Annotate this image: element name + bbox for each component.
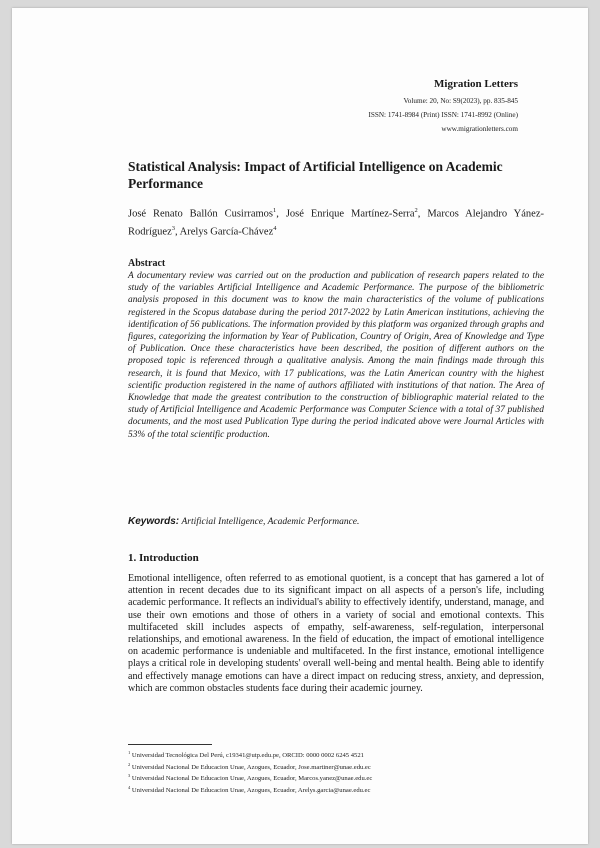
keywords-value: Artificial Intelligence, Academic Performance. bbox=[181, 517, 360, 527]
footnote-text: Universidad Nacional De Educacion Unae, Azogues, Ecuador, Jose.martiner@unae.edu.ec bbox=[131, 763, 371, 771]
journal-website: www.migrationletters.com bbox=[441, 125, 518, 133]
author-affiliation-mark: 4 bbox=[273, 224, 277, 232]
author-list: José Renato Ballón Cusirramos$^1$, José Enrique Martínez-Serra$^2$, Marcos Alejandro Yánez-Rodríguez$^3$, Arelys García-Chávez$^4$ bbox=[128, 207, 544, 237]
footnote-text: Universidad Nacional De Educacion Unae, Azogues, Ecuador, Marcos.yanez@unae.edu.ec bbox=[131, 775, 373, 783]
footnote-mark: 1 bbox=[128, 750, 131, 755]
volume-info: Volume: 20, No: S9(2023), pp. 835-845 bbox=[403, 97, 518, 105]
footnote bbox=[128, 772, 548, 784]
issn-info: ISSN: 1741-8984 (Print) ISSN: 1741-8992 (Online) bbox=[368, 111, 518, 119]
footnotes bbox=[128, 749, 548, 795]
author-name: José Renato Ballón Cusirramos bbox=[128, 208, 274, 220]
footnote bbox=[128, 749, 548, 761]
footnote-text: Universidad Nacional De Educacion Unae, Azogues, Ecuador, Arelys.garcia@unae.edu.ec bbox=[131, 786, 371, 794]
author-affiliation-mark: 1 bbox=[273, 207, 277, 214]
footnote bbox=[128, 784, 548, 796]
paper-title: Statistical Analysis: Impact of Artificial Intelligence on Academic Performance bbox=[128, 159, 503, 191]
journal-name: Migration Letters bbox=[434, 78, 518, 90]
footnote-mark: 3 bbox=[128, 773, 131, 779]
author-name: José Enrique Martínez-Serra bbox=[285, 208, 415, 220]
abstract-heading: Abstract bbox=[128, 258, 166, 269]
author-affiliation-mark: 2 bbox=[414, 207, 418, 214]
author-affiliation-mark: 3 bbox=[171, 224, 175, 232]
keywords-label: Keywords: bbox=[128, 516, 180, 527]
author-name: Marcos Alejandro Yánez-Rodríguez bbox=[128, 208, 544, 237]
footnote bbox=[128, 761, 548, 773]
footnote-mark: 4 bbox=[128, 784, 131, 790]
introduction-heading: 1. Introduction bbox=[128, 552, 199, 564]
abstract-text: A documentary review was carried out on the production and publication of research papers related to the study of the variables Artificial Intelligence and Academic Performance. The purpose of the bibliometric analysis proposed in this document was to know the main characteristics of the volume of publications registered in the Scopus database during the period 2017-2022 by Latin American institutions, achieving the identification of 56 publications. The information provided by this platform was organized through graphs and figures, categorizing the information by Year of Publication, Country of Origin, Area of Knowledge and Type of Publication. Once these characteristics have been described, the position of different authors on the proposed topic is referenced through a qualitative analysis. Among the main findings made through this research, it is found that Mexico, with 17 publications, was the Latin American country with the highest scientific production registered in the name of authors affiliated with institutions of that nation. The Area of Knowledge that made the greatest contribution to the construction of bibliographic material related to the study of Artificial Intelligence and Academic Performance was Computer Science with a total of 37 published documents, and the most used Publication Type during the period indicated above were Journal Articles with 53% of the total scientific production. bbox=[128, 271, 544, 440]
footnote-mark: 2 bbox=[128, 761, 131, 767]
footnote-divider bbox=[128, 744, 212, 745]
footnote-text: Universidad Tecnológica Del Perú, c19341@utp.edu.pe, ORCID: 0000 0002 6245 4521 bbox=[131, 752, 364, 760]
introduction-text: Emotional intelligence, often referred to as emotional quotient, is a concept that has garnered a lot of attention in recent decades due to its significant impact on all aspects of a person's life, including academic performance. It reflects an individual's ability to effectively identify, understand, manage, and use their own emotions and those of others in a variety of social and emotional contexts. This multifaceted skill includes aspects of empathy, self-awareness, self-regulation, interpersonal relationships, and emotional awareness. In the field of education, the impact of emotional intelligence on academic performance is undeniable and multifaceted. In the first instance, emotional intelligence plays a critical role in developing students' overall well-being and mental health. Being able to identify and effectively manage emotions can have a direct impact on reducing stress, anxiety, and depression, which are common obstacles students face during their academic journey. bbox=[128, 573, 544, 694]
keywords-line bbox=[128, 516, 544, 527]
paper-page bbox=[12, 8, 588, 844]
author-name: Arelys García-Chávez bbox=[179, 226, 274, 237]
journal-header bbox=[368, 74, 518, 136]
